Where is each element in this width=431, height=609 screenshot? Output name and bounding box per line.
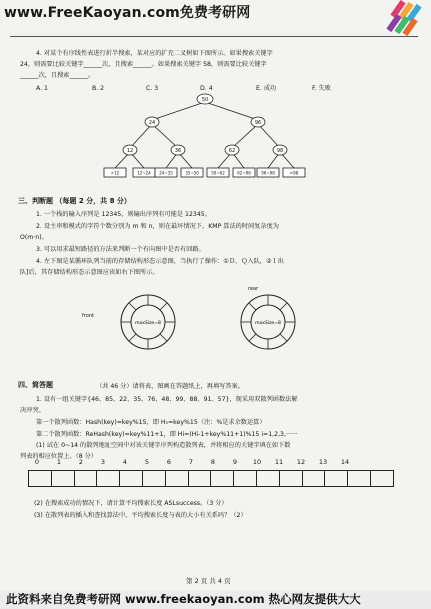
hash-index-9: 9 [232, 458, 238, 466]
sec4-line5: (1) 试在 0~14 的散列地址空间中对该关键字序列构造散列表，并将相应的关键字填在如下数 [36, 442, 291, 449]
sec3-item4: 4. 左下图是某循环队列当前的存储结构形态示意图，当执行了操作：①Ｄ、Ｑ入队，②１出 [36, 258, 284, 265]
site-logo-icon [381, 0, 425, 40]
sec3-item4-cont: 队]后，其存储结构形态示意图应该如右下图所示。 [20, 269, 159, 276]
hash-cell [29, 471, 52, 487]
hash-index-8: 8 [210, 458, 216, 466]
hash-index-7: 7 [188, 458, 194, 466]
hash-table [28, 470, 394, 487]
sec3-item1: 1. 一个栈的输入序列是 12345，则输出序列有可能是 12345。 [36, 211, 211, 218]
hash-cell [142, 471, 165, 487]
hash-cell [51, 471, 74, 487]
tree-leaf-0-label: <12 [110, 170, 120, 176]
tree-leaf-1-label: 12~24 [137, 170, 151, 176]
circular-queue-left-diagram [118, 292, 178, 352]
hash-cell [325, 471, 348, 487]
page-number: 第 2 页 共 4 页 [186, 577, 231, 585]
right-rear-label: rear [248, 286, 259, 292]
sec4-after-q3: (3) 在散列表的插入和查找算法中，平均搜索长度与表的大小有关系吗？（2） [34, 512, 247, 519]
sec4-line4: 第二个散列函数：ReHash(key)=key%11+1，即 Hi=(Hi-1+key%11+1)%15 i=1,2,3,······ [36, 431, 298, 438]
tree-leaf-5-label: 62~96 [237, 170, 251, 176]
hash-cell [302, 471, 325, 487]
tree-leaf-4-label: 50~62 [211, 170, 225, 176]
hash-cell [370, 471, 393, 487]
q4-line1: 4. 对某个有序线性表进行折半搜索，某对应的扩充二叉树如下图所示。如果搜索关键字 [36, 50, 273, 57]
hash-index-3: 3 [100, 458, 106, 466]
hash-cell [188, 471, 211, 487]
tree-l2-2-label: 62 [228, 148, 236, 154]
hash-cell [348, 471, 371, 487]
q4-option-f: F. 失败 [312, 85, 331, 92]
circular-queue-right-diagram [238, 292, 298, 352]
tree-l2-3-label: 98 [276, 148, 284, 154]
hash-index-2: 2 [78, 458, 84, 466]
q4-option-b: B. 2 [92, 85, 105, 92]
sec4-line3: 第一个散列函数：Hash(key)=key%15，即 H₀=key%15（注：%是求余数运算） [36, 419, 266, 426]
q4-option-e: E. 成功 [256, 85, 277, 92]
q4-line2: 24，则需要比较关键字______次，且搜索______。如果搜索关键字 58，则需要比较关键字 [20, 61, 267, 68]
section4-title-suffix: （共 46 分）请将表、图画在答题纸上，再填写答案。 [96, 383, 244, 390]
binary-search-tree-diagram [90, 90, 320, 186]
bottom-banner-text: 此资料来自免费考研网 www.freekaoyan.com 热心网友提供大大 [6, 592, 361, 606]
right-maxsize-label: maxSize=8 [255, 321, 281, 326]
tree-leaf-6-label: 96~98 [261, 170, 275, 176]
tree-root-label: 50 [201, 97, 209, 103]
tree-leaf-2-label: 24~35 [159, 170, 173, 176]
hash-index-5: 5 [144, 458, 150, 466]
top-divider [10, 36, 418, 37]
hash-index-12: 12 [296, 458, 306, 466]
tree-leaf-3-label: 35~50 [185, 170, 199, 176]
hash-index-6: 6 [166, 458, 172, 466]
left-maxsize-label: maxSize=8 [135, 321, 161, 326]
sec3-item2-cont: O(m·n)。 [20, 234, 48, 241]
hash-cell [120, 471, 143, 487]
sec3-item3: 3. 可以用求最短路径的方法来判断一个有向图中是否有回路。 [36, 246, 205, 253]
hash-index-4: 4 [122, 458, 128, 466]
q4-option-a: A. 1 [36, 85, 48, 92]
tree-l1-right-label: 96 [254, 120, 262, 126]
hash-index-10: 10 [252, 458, 262, 466]
sec4-line2: 决冲突。 [20, 407, 45, 414]
section4-title: 四、简答题 [18, 381, 53, 389]
hash-index-0: 0 [34, 458, 40, 466]
hash-cell [279, 471, 302, 487]
tree-l1-left-label: 24 [148, 120, 156, 126]
left-front-label: front [82, 313, 94, 319]
hash-cell [234, 471, 257, 487]
sec3-item2: 2. 设主串和模式的字符个数分别为 m 和 n，则在最坏情况下，KMP 算法的时间复杂度为 [36, 223, 279, 230]
sec4-line6: 列表的相应位置上。（8 分） [20, 453, 98, 460]
hash-cell [97, 471, 120, 487]
tree-l2-1-label: 36 [174, 148, 182, 154]
hash-cell [165, 471, 188, 487]
hash-cell [211, 471, 234, 487]
section3-title: 三、判断题 （每题 2 分，共 8 分） [18, 197, 131, 205]
q4-option-c: C. 3 [146, 85, 159, 92]
hash-index-11: 11 [274, 458, 284, 466]
site-url-header: www.FreeKaoyan.com免费考研网 [4, 5, 251, 21]
q4-line3: ______次，且搜索______。 [20, 72, 95, 79]
hash-cell [256, 471, 279, 487]
sec4-after-q2: (2) 在搜索成功的情况下，请计算平均搜索长度 ASLsuccess。（3 分） [34, 500, 228, 507]
hash-index-14: 14 [340, 458, 350, 466]
tree-leaf-7-label: >98 [289, 170, 299, 176]
hash-cell [74, 471, 97, 487]
tree-l2-0-label: 12 [126, 148, 134, 154]
sec4-line1: 1. 设有一组关键字{46、85、22、35、76、48、99、88、91、57}，现采用双散列函数法解 [36, 396, 298, 403]
q4-option-d: D. 4 [200, 85, 213, 92]
hash-index-1: 1 [56, 458, 62, 466]
hash-index-13: 13 [318, 458, 328, 466]
